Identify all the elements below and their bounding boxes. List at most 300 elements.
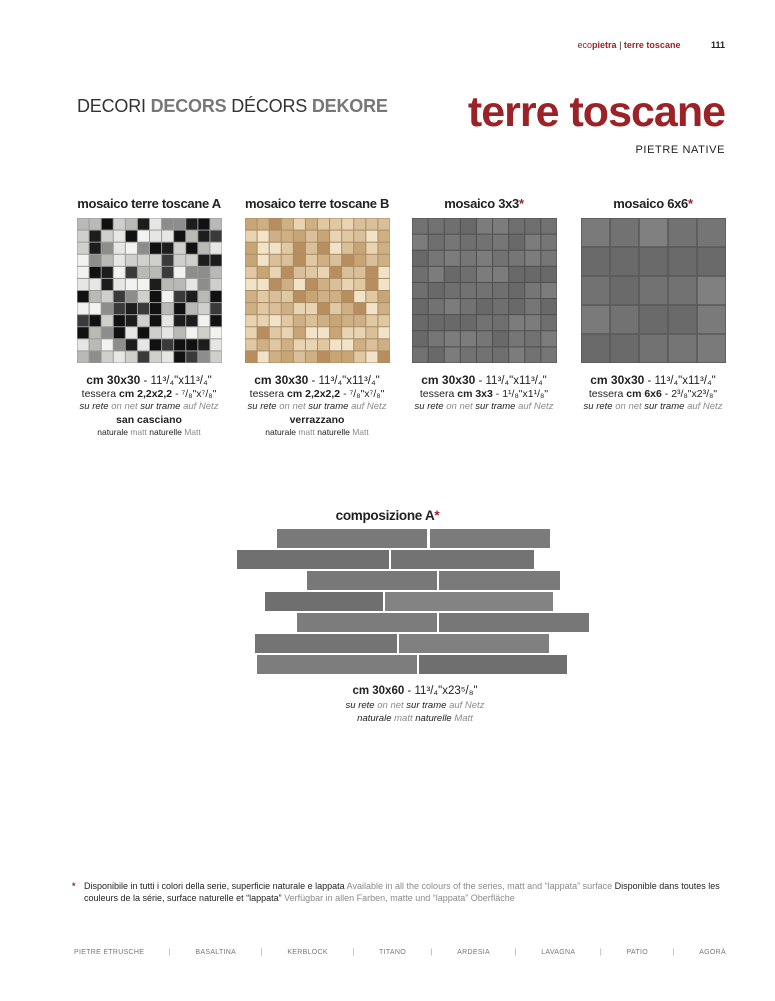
mosaic-tessera [697, 219, 724, 246]
composition-strip [297, 613, 437, 632]
tessera-imperial: - ⁷/₈"x⁷/₈" [340, 388, 385, 400]
composition-strip [439, 613, 589, 632]
series-link[interactable]: PIETRE ETRUSCHE [74, 949, 145, 956]
mosaic-tessera [245, 351, 256, 362]
mosaic-tessera [113, 303, 124, 314]
mosaic-tessera [174, 243, 185, 254]
mosaic-tessera [493, 299, 508, 314]
mosaic-tessera [444, 267, 459, 282]
mosaic-tessera [305, 231, 316, 242]
mosaic-tessera [610, 219, 637, 246]
finish-fr: naturelle [149, 427, 182, 437]
mosaic-tessera [101, 351, 112, 362]
card-tessera [241, 388, 393, 400]
mosaic-tessera [378, 255, 389, 266]
mosaic-tessera [509, 267, 524, 282]
mosaic-tessera [150, 291, 161, 302]
mosaic-tessera [198, 291, 209, 302]
size-metric: cm 30x30 [86, 373, 141, 387]
mosaic-tessera [493, 235, 508, 250]
composition-strip [430, 529, 550, 548]
mosaic-tessera [125, 255, 136, 266]
mosaic-tessera [293, 291, 304, 302]
mosaic-tessera [305, 291, 316, 302]
mosaic-6x6-image [581, 218, 726, 363]
mosaic-tessera [293, 327, 304, 338]
mosaic-tessera [412, 235, 427, 250]
mosaic-tessera [444, 283, 459, 298]
mosaic-tessera [460, 283, 475, 298]
mosaic-tessera [354, 315, 365, 326]
mosaic-tessera [342, 255, 353, 266]
mosaic-tessera [101, 339, 112, 350]
mosaic-tessera [77, 231, 88, 242]
mosaic-tessera [186, 219, 197, 230]
mosaic-tessera [342, 279, 353, 290]
mosaic-tessera [137, 315, 148, 326]
mosaic-tessera [509, 219, 524, 234]
mosaic-tessera [305, 255, 316, 266]
nav-separator: | [168, 949, 171, 956]
card-title-text: mosaico terre toscane A [77, 196, 221, 211]
section-heading [77, 96, 388, 117]
mosaic-tessera [174, 303, 185, 314]
mosaic-tessera [77, 279, 88, 290]
mosaic-tessera [198, 351, 209, 362]
page-title: terre toscane [467, 88, 725, 136]
mosaic-tessera [269, 351, 280, 362]
mosaic-tessera [101, 315, 112, 326]
mosaic-tessera [476, 283, 491, 298]
mosaic-tessera [125, 267, 136, 278]
mosaic-tessera [444, 219, 459, 234]
composition-asterisk: * [434, 508, 440, 523]
mosaic-tessera [610, 248, 637, 275]
mosaic-tessera [89, 315, 100, 326]
mosaic-tessera [460, 347, 475, 362]
mosaic-tessera [198, 315, 209, 326]
mosaic-tessera [77, 315, 88, 326]
mosaic-tessera [366, 315, 377, 326]
mosaic-tessera [113, 327, 124, 338]
mosaic-tessera [460, 315, 475, 330]
mosaic-tessera [198, 243, 209, 254]
mosaic-tessera [428, 299, 443, 314]
mosaic-tessera [639, 248, 666, 275]
composition-title [0, 508, 775, 523]
product-card-mosaico-a [73, 196, 225, 437]
mosaic-tessera [186, 243, 197, 254]
mosaic-tessera [541, 299, 556, 314]
mosaic-tessera [428, 235, 443, 250]
mosaic-tessera [186, 351, 197, 362]
mosaic-tessera [318, 315, 329, 326]
mosaic-tessera [354, 219, 365, 230]
mosaic-tessera [639, 335, 666, 362]
mosaic-tessera [174, 255, 185, 266]
composition-strip [255, 634, 397, 653]
mosaic-tessera [412, 219, 427, 234]
mosaic-tessera [342, 231, 353, 242]
mosaic-tessera [493, 315, 508, 330]
mosaic-tessera [281, 303, 292, 314]
mosaic-tessera [101, 243, 112, 254]
mosaic-tessera [330, 339, 341, 350]
mosaic-tessera [89, 243, 100, 254]
mosaic-tessera [318, 243, 329, 254]
mosaic-tessera [378, 315, 389, 326]
mosaic-tessera [89, 303, 100, 314]
mosaic-tessera [89, 291, 100, 302]
mosaic-tessera [245, 291, 256, 302]
mosaic-tessera [581, 335, 608, 362]
mosaic-tessera [354, 267, 365, 278]
mosaic-tessera [162, 303, 173, 314]
series-link[interactable]: BASALTINA [195, 949, 237, 956]
mosaic-tessera [89, 279, 100, 290]
mosaic-tessera [293, 243, 304, 254]
tessera-size: cm 6x6 [626, 388, 662, 400]
mosaic-a-image [77, 218, 222, 363]
mosaic-tessera [125, 351, 136, 362]
card-asterisk: * [687, 196, 693, 211]
net-en: on net [615, 401, 642, 412]
series-link[interactable]: TITANO [379, 949, 406, 956]
card-finish [241, 427, 393, 437]
mosaic-tessera [162, 255, 173, 266]
net-de: auf Netz [687, 401, 723, 412]
nav-separator: | [352, 949, 355, 956]
mosaic-tessera [150, 351, 161, 362]
mosaic-tessera [137, 279, 148, 290]
mosaic-tessera [137, 339, 148, 350]
mosaic-tessera [318, 339, 329, 350]
mosaic-tessera [610, 277, 637, 304]
mosaic-tessera [428, 267, 443, 282]
series-nav [74, 949, 726, 956]
mosaic-tessera [342, 291, 353, 302]
mosaic-tessera [305, 267, 316, 278]
mosaic-tessera [174, 279, 185, 290]
mosaic-tessera [412, 347, 427, 362]
mosaic-tessera [509, 235, 524, 250]
mosaic-tessera [125, 219, 136, 230]
mosaic-tessera [210, 279, 221, 290]
mosaic-tessera [77, 351, 88, 362]
mosaic-tessera [113, 315, 124, 326]
mosaic-tessera [162, 351, 173, 362]
mosaic-tessera [509, 347, 524, 362]
card-net [577, 401, 729, 412]
mosaic-tessera [101, 279, 112, 290]
tessera-imperial: - ⁷/₈"x⁷/₈" [172, 388, 217, 400]
mosaic-tessera [257, 291, 268, 302]
mosaic-tessera [378, 231, 389, 242]
mosaic-tessera [198, 339, 209, 350]
mosaic-tessera [281, 315, 292, 326]
mosaic-tessera [162, 231, 173, 242]
mosaic-tessera [330, 255, 341, 266]
card-title [408, 196, 560, 216]
mosaic-tessera [245, 219, 256, 230]
mosaic-3x3-image [412, 218, 557, 363]
mosaic-tessera [354, 255, 365, 266]
mosaic-tessera [281, 243, 292, 254]
composition-strip [391, 550, 534, 569]
mosaic-tessera [269, 255, 280, 266]
tessera-imperial: - 2³/₈"x2³/₈" [661, 388, 718, 400]
mosaic-tessera [493, 219, 508, 234]
mosaic-tessera [269, 315, 280, 326]
mosaic-tessera [257, 255, 268, 266]
mosaic-tessera [378, 303, 389, 314]
mosaic-tessera [525, 251, 540, 266]
mosaic-tessera [444, 251, 459, 266]
mosaic-tessera [210, 255, 221, 266]
mosaic-tessera [137, 219, 148, 230]
mosaic-tessera [137, 351, 148, 362]
mosaic-tessera [186, 231, 197, 242]
mosaic-tessera [366, 267, 377, 278]
mosaic-tessera [293, 339, 304, 350]
mosaic-tessera [525, 283, 540, 298]
mosaic-tessera [354, 243, 365, 254]
mosaic-tessera [162, 267, 173, 278]
mosaic-tessera [330, 219, 341, 230]
mosaic-tessera [330, 243, 341, 254]
net-en: on net [446, 401, 473, 412]
finish-it: naturale [265, 427, 296, 437]
mosaic-tessera [318, 219, 329, 230]
mosaic-tessera [137, 243, 148, 254]
mosaic-tessera [412, 251, 427, 266]
size-imperial: - 11³/₄"x23⁵/₈" [404, 685, 478, 697]
mosaic-tessera [210, 327, 221, 338]
mosaic-tessera [378, 219, 389, 230]
composition-strip [257, 655, 417, 674]
mosaic-tessera [639, 277, 666, 304]
mosaic-tessera [476, 331, 491, 346]
net-en: on net [279, 401, 306, 412]
mosaic-tessera [210, 351, 221, 362]
mosaic-tessera [342, 315, 353, 326]
mosaic-tessera [354, 303, 365, 314]
mosaic-tessera [198, 219, 209, 230]
mosaic-tessera [174, 339, 185, 350]
brand-prefix: eco [577, 40, 593, 50]
mosaic-tessera [541, 315, 556, 330]
mosaic-tessera [639, 219, 666, 246]
size-metric: cm 30x30 [254, 373, 309, 387]
mosaic-tessera [354, 339, 365, 350]
card-tessera [408, 388, 560, 400]
card-size [73, 373, 225, 387]
product-card-mosaico-6x6 [577, 196, 729, 412]
mosaic-tessera [269, 243, 280, 254]
heading-fr: DÉCORS [231, 96, 308, 116]
mosaic-tessera [525, 347, 540, 362]
mosaic-tessera [318, 231, 329, 242]
mosaic-tessera [428, 283, 443, 298]
mosaic-tessera [378, 267, 389, 278]
mosaic-tessera [366, 243, 377, 254]
mosaic-tessera [113, 219, 124, 230]
mosaic-tessera [245, 303, 256, 314]
mosaic-tessera [186, 315, 197, 326]
net-fr: sur trame [475, 401, 516, 412]
mosaic-tessera [281, 339, 292, 350]
mosaic-tessera [77, 267, 88, 278]
mosaic-tessera [581, 248, 608, 275]
mosaic-tessera [366, 303, 377, 314]
mosaic-tessera [525, 219, 540, 234]
series-link[interactable]: KERBLOCK [287, 949, 328, 956]
mosaic-tessera [476, 219, 491, 234]
mosaic-tessera [509, 251, 524, 266]
footnote [72, 880, 722, 904]
mosaic-tessera [668, 248, 695, 275]
mosaic-tessera [174, 267, 185, 278]
mosaic-tessera [525, 331, 540, 346]
mosaic-tessera [428, 219, 443, 234]
mosaic-tessera [412, 299, 427, 314]
brand-name: pietra [592, 40, 617, 50]
mosaic-tessera [162, 315, 173, 326]
mosaic-tessera [198, 327, 209, 338]
mosaic-tessera [125, 279, 136, 290]
running-head [578, 40, 725, 50]
mosaic-tessera [668, 277, 695, 304]
mosaic-tessera [174, 291, 185, 302]
mosaic-tessera [305, 303, 316, 314]
mosaic-b-image [245, 218, 390, 363]
mosaic-tessera [257, 279, 268, 290]
composition-strip [385, 592, 553, 611]
mosaic-tessera [269, 327, 280, 338]
net-it: su rete [583, 401, 613, 412]
mosaic-tessera [668, 219, 695, 246]
series-link[interactable]: AGORÀ [699, 949, 726, 956]
mosaic-tessera [77, 219, 88, 230]
product-card-mosaico-b [241, 196, 393, 437]
mosaic-tessera [444, 299, 459, 314]
mosaic-tessera [318, 291, 329, 302]
mosaic-tessera [210, 291, 221, 302]
mosaic-tessera [509, 299, 524, 314]
mosaic-tessera [293, 351, 304, 362]
mosaic-tessera [305, 279, 316, 290]
mosaic-tessera [150, 279, 161, 290]
mosaic-tessera [125, 243, 136, 254]
mosaic-tessera [198, 231, 209, 242]
footnote-fr: Disponible dans toutes les couleurs de la série, surface naturelle et “lappata” [84, 881, 720, 903]
finish-de: Matt [454, 713, 473, 724]
net-de: auf Netz [518, 401, 554, 412]
net-en: on net [377, 700, 404, 711]
mosaic-tessera [162, 243, 173, 254]
mosaic-tessera [354, 291, 365, 302]
mosaic-tessera [305, 315, 316, 326]
mosaic-tessera [342, 327, 353, 338]
mosaic-tessera [89, 339, 100, 350]
mosaic-tessera [281, 327, 292, 338]
mosaic-tessera [113, 339, 124, 350]
series-link[interactable]: PATIO [626, 949, 648, 956]
mosaic-tessera [366, 219, 377, 230]
mosaic-tessera [269, 279, 280, 290]
mosaic-tessera [137, 327, 148, 338]
mosaic-tessera [293, 219, 304, 230]
mosaic-tessera [541, 219, 556, 234]
mosaic-tessera [198, 255, 209, 266]
mosaic-tessera [428, 331, 443, 346]
mosaic-tessera [245, 231, 256, 242]
mosaic-tessera [541, 267, 556, 282]
card-color-name: verrazzano [289, 414, 345, 426]
mosaic-tessera [150, 231, 161, 242]
mosaic-tessera [162, 219, 173, 230]
mosaic-tessera [281, 267, 292, 278]
mosaic-tessera [113, 279, 124, 290]
mosaic-tessera [330, 267, 341, 278]
mosaic-tessera [305, 219, 316, 230]
mosaic-tessera [101, 219, 112, 230]
finish-en: matt [298, 427, 315, 437]
mosaic-tessera [378, 291, 389, 302]
series-link[interactable]: ARDESIA [457, 949, 491, 956]
mosaic-tessera [245, 327, 256, 338]
mosaic-tessera [257, 243, 268, 254]
net-fr: sur trame [140, 401, 181, 412]
size-metric: cm 30x60 [352, 685, 405, 697]
mosaic-tessera [493, 251, 508, 266]
mosaic-tessera [668, 335, 695, 362]
footnote-en: Available in all the colours of the series, matt and “lappata” surface [346, 881, 613, 891]
mosaic-tessera [342, 351, 353, 362]
mosaic-tessera [476, 299, 491, 314]
card-title-text: mosaico 6x6 [613, 196, 688, 211]
mosaic-tessera [210, 303, 221, 314]
card-title-text: mosaico 3x3 [444, 196, 519, 211]
mosaic-tessera [378, 243, 389, 254]
composition-size [0, 685, 775, 697]
mosaic-tessera [525, 315, 540, 330]
mosaic-tessera [541, 347, 556, 362]
nav-separator: | [514, 949, 517, 956]
finish-it: naturale [357, 713, 392, 724]
mosaic-tessera [460, 267, 475, 282]
mosaic-tessera [186, 339, 197, 350]
page-number: 111 [710, 40, 725, 50]
mosaic-tessera [125, 231, 136, 242]
mosaic-tessera [89, 219, 100, 230]
heading-it: DECORI [77, 96, 146, 116]
mosaic-tessera [444, 331, 459, 346]
mosaic-tessera [342, 267, 353, 278]
series-link[interactable]: LAVAGNA [541, 949, 576, 956]
mosaic-tessera [186, 303, 197, 314]
mosaic-tessera [293, 255, 304, 266]
mosaic-tessera [198, 279, 209, 290]
card-net [241, 401, 393, 412]
mosaic-tessera [198, 303, 209, 314]
mosaic-tessera [113, 255, 124, 266]
mosaic-tessera [541, 283, 556, 298]
mosaic-tessera [697, 248, 724, 275]
mosaic-tessera [174, 327, 185, 338]
mosaic-tessera [174, 231, 185, 242]
finish-de: Matt [352, 427, 369, 437]
